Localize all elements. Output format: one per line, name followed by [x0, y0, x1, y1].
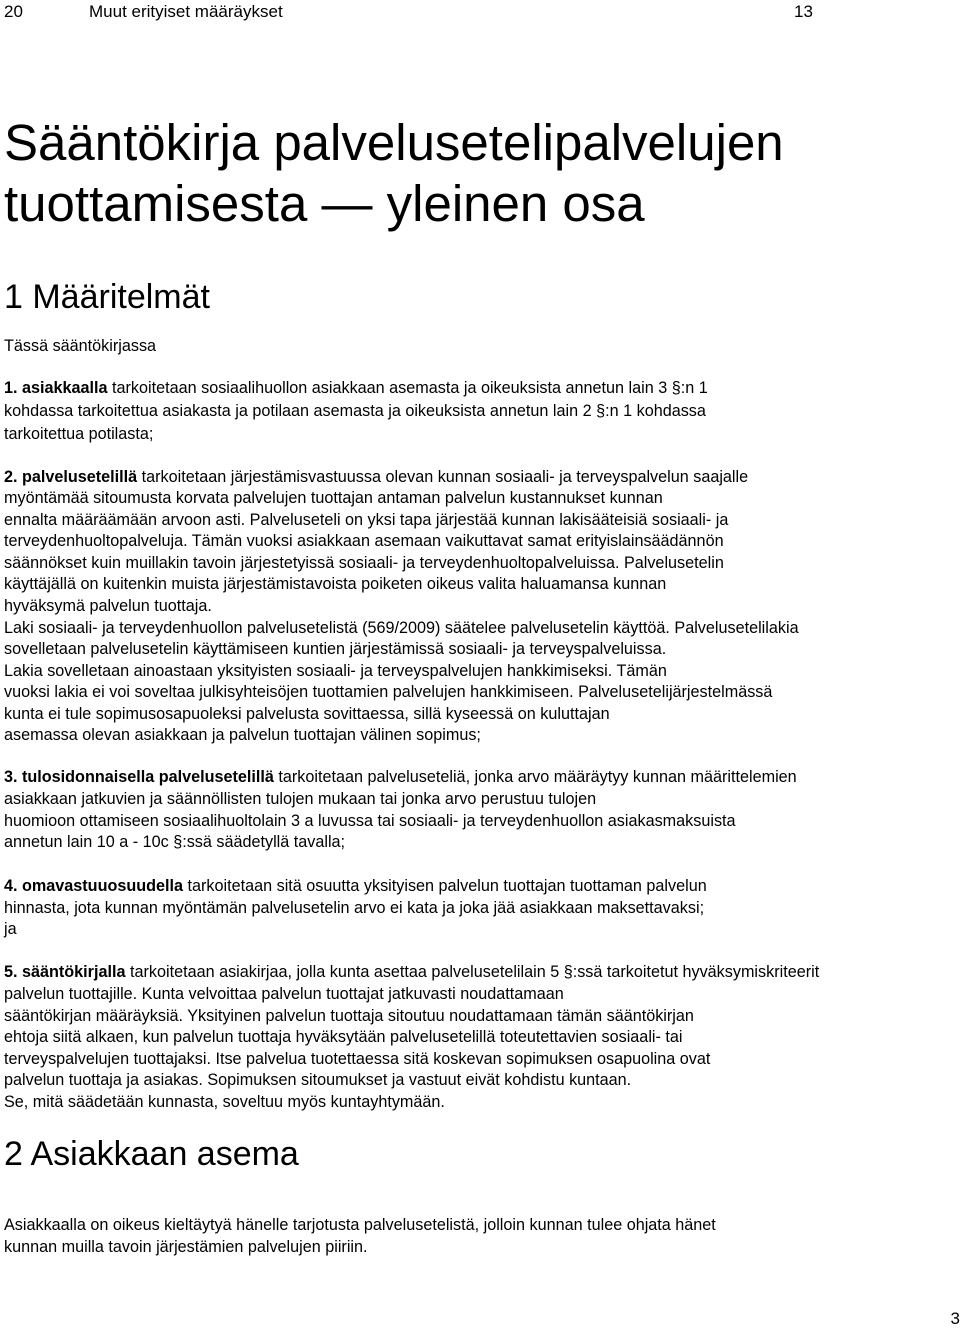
header-rule-number: 13 [794, 2, 813, 21]
definition-line: ennalta määräämään arvoon asti. Palveluseteli on yksi tapa järjestää kunnan lakisääteisiä sosiaali- ja [4, 511, 729, 529]
definition-term: 4. omavastuuosuudella [4, 877, 184, 895]
section-text-line: Asiakkaalla on oikeus kieltäytyä hänelle tarjotusta palvelusetelistä, jolloin kunnan tulee ohjata hänet [4, 1216, 716, 1234]
page-title [4, 112, 954, 234]
definition-line: Lakia sovelletaan ainoastaan yksityisten sosiaali- ja terveyspalvelujen hankkimiseksi. Tämän [4, 662, 667, 680]
definition-line: hinnasta, jota kunnan myöntämän palvelusetelin arvo ei kata ja joka jää asiakkaan maksettavaksi; [4, 899, 705, 917]
definition-line: säännökset kuin muillakin tavoin järjestetyissä sosiaali- ja terveydenhuoltopalveluissa. Palvelusetelin [4, 554, 724, 572]
page-title-line: tuottamisesta — yleinen osa [4, 175, 645, 232]
definition-term: 5. sääntökirjalla [4, 963, 126, 981]
header-section-title: Muut erityiset määräykset [89, 2, 283, 21]
definition-line: sääntökirjan määräyksiä. Yksityinen palvelun tuottaja sitoutuu noudattamaan tämän sääntökirjan [4, 1007, 694, 1025]
definition-line: palvelun tuottaja ja asiakas. Sopimuksen sitoumukset ja vastuut eivät kohdistu kuntaan. [4, 1071, 632, 1089]
definition-line: hyväksymä palvelun tuottaja. [4, 597, 212, 615]
definition-term: 2. palvelusetelillä [4, 468, 138, 486]
section-heading-client-status: 2 Asiakkaan asema [4, 1135, 299, 1173]
header-page-number: 20 [4, 2, 23, 21]
definition-line: vuoksi lakia ei voi soveltaa julkisyhteisöjen tuottamien palvelujen hankkimiseen. Palvelusetelijärjestelmässä [4, 683, 773, 701]
definition-line: tarkoitettua potilasta; [4, 425, 154, 443]
section-heading-definitions: 1 Määritelmät [4, 278, 210, 316]
definition-line: ehtoja siitä alkaen, kun palvelun tuottaja hyväksytään palvelusetelillä toteutettavien sosiaali- tai [4, 1028, 683, 1046]
definition-line: 3. tulosidonnaisella palvelusetelillä tarkoitetaan palveluseteliä, jonka arvo määräytyy kunnan määrittelemien [4, 768, 797, 786]
definition-line: 1. asiakkaalla tarkoitetaan sosiaalihuollon asiakkaan asemasta ja oikeuksista annetun lain 3 §:n 1 [4, 379, 708, 397]
definition-term: 1. asiakkaalla [4, 379, 108, 397]
definition-line: kunta ei tule sopimusosapuoleksi palvelusta sovittaessa, sillä kyseessä on kuluttajan [4, 705, 610, 723]
definition-line: 2. palvelusetelillä tarkoitetaan järjestämisvastuussa olevan kunnan sosiaali- ja terveyspalvelun saajalle [4, 468, 749, 486]
definition-line: Se, mitä säädetään kunnasta, soveltuu myös kuntayhtymään. [4, 1093, 445, 1111]
page-number: 3 [950, 1309, 960, 1328]
definition-line: palvelun tuottajille. Kunta velvoittaa palvelun tuottajat jatkuvasti noudattamaan [4, 985, 564, 1003]
definition-line: Laki sosiaali- ja terveydenhuollon palvelusetelistä (569/2009) säätelee palvelusetelin käyttöä. Palvelusetelilakia [4, 619, 799, 637]
definition-line: asemassa olevan asiakkaan ja palvelun tuottajan välinen sopimus; [4, 726, 481, 744]
definition-line: kohdassa tarkoitettua asiakasta ja potilaan asemasta ja oikeuksista annetun lain 2 §:n 1 kohdassa [4, 402, 706, 420]
definition-line: huomioon ottamiseen sosiaalihuoltolain 3 a luvussa tai sosiaali- ja terveydenhuollon asiakasmaksuista [4, 812, 736, 830]
definition-line: 5. sääntökirjalla tarkoitetaan asiakirjaa, jolla kunta asettaa palvelusetelilain 5 §:ssä tarkoitetut hyväksymiskriteerit [4, 963, 820, 981]
definition-line: käyttäjällä on kuitenkin muista järjestämistavoista poiketen oikeus valita haluamansa kunnan [4, 575, 667, 593]
definition-line: myöntämää sitoumusta korvata palvelujen tuottajan antaman palvelun kustannukset kunnan [4, 489, 663, 507]
definition-line: 4. omavastuuosuudella tarkoitetaan sitä osuutta yksityisen palvelun tuottajan tuottaman palvelun [4, 877, 707, 895]
definition-line: annetun lain 10 a - 10c §:ssä säädetyllä tavalla; [4, 833, 346, 851]
definition-line: ja [4, 920, 17, 938]
definition-line: terveyspalvelujen tuottajaksi. Itse palvelua tuotettaessa sitä koskevan sopimuksen osapuolina ovat [4, 1050, 711, 1068]
definition-term: 3. tulosidonnaisella palvelusetelillä [4, 768, 274, 786]
page-title-line: Sääntökirja palvelusetelipalvelujen [4, 114, 784, 171]
definition-line: sovelletaan palvelusetelin käyttämiseen kuntien järjestämissä sosiaali- ja terveyspalveluissa. [4, 640, 667, 658]
section-intro: Tässä sääntökirjassa [4, 337, 157, 355]
definition-line: asiakkaan jatkuvien ja säännöllisten tulojen mukaan tai jonka arvo perustuu tulojen [4, 790, 597, 808]
section-text-line: kunnan muilla tavoin järjestämien palvelujen piiriin. [4, 1238, 368, 1256]
definition-line: terveydenhuoltopalveluja. Tämän vuoksi asiakkaan asemaan vaikuttavat samat erityislainsäädännön [4, 532, 724, 550]
